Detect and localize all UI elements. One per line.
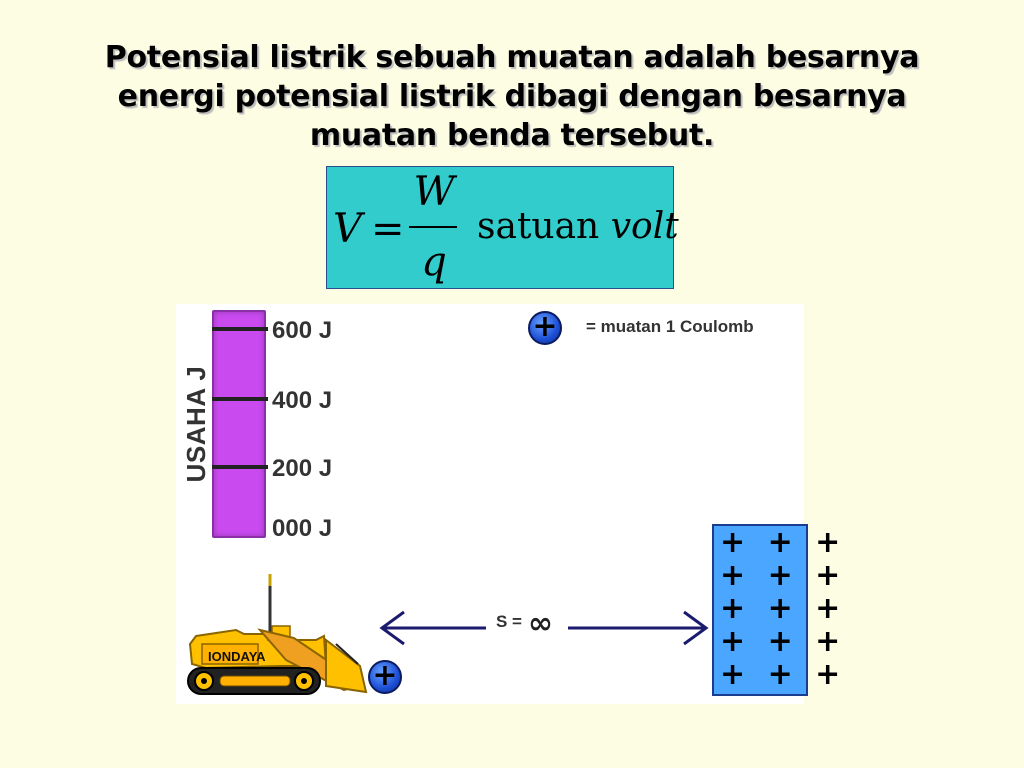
- bulldozer-icon: [188, 574, 366, 694]
- title-line-2: energi potensial listrik dibagi dengan besarnya: [117, 79, 907, 114]
- fraction-bar: [409, 226, 457, 228]
- plate-row: + + +: [720, 657, 847, 692]
- plate-row: + + +: [720, 624, 847, 659]
- formula-numerator: W: [413, 169, 455, 215]
- formula-denominator: q: [421, 239, 447, 285]
- title-line-1: Potensial listrik sebuah muatan adalah besarnya: [104, 40, 920, 75]
- tick-label-000: 000 J: [272, 515, 333, 542]
- positive-charge-legend-icon: +: [528, 311, 562, 345]
- tick-label-400: 400 J: [272, 387, 333, 414]
- formula-box: [326, 166, 679, 289]
- unit-word: satuan: [477, 206, 600, 247]
- bulldozer-label: IONDAYA: [208, 649, 266, 664]
- plate-row: + + +: [720, 525, 847, 560]
- title-line-3: muatan benda tersebut.: [309, 118, 715, 153]
- plate-row: + + +: [720, 591, 847, 626]
- formula-lhs: V: [333, 206, 362, 252]
- formula-unit: [477, 206, 679, 247]
- tick-label-600: 600 J: [272, 317, 333, 344]
- formula-equals: =: [371, 206, 405, 252]
- distance-value: ∞: [528, 606, 553, 641]
- plate-row: + + +: [720, 558, 847, 593]
- distance-label: S =: [496, 612, 522, 631]
- legend-text: = muatan 1 Coulomb: [586, 317, 754, 336]
- unit-name: volt: [610, 206, 679, 247]
- tick-label-200: 200 J: [272, 455, 333, 482]
- slide-title: [80, 38, 944, 155]
- usaha-axis-label: USAHA J: [181, 365, 211, 483]
- diagram-graphics: [176, 304, 804, 704]
- animation-panel: [176, 304, 847, 704]
- positive-charge-icon: +: [368, 660, 402, 694]
